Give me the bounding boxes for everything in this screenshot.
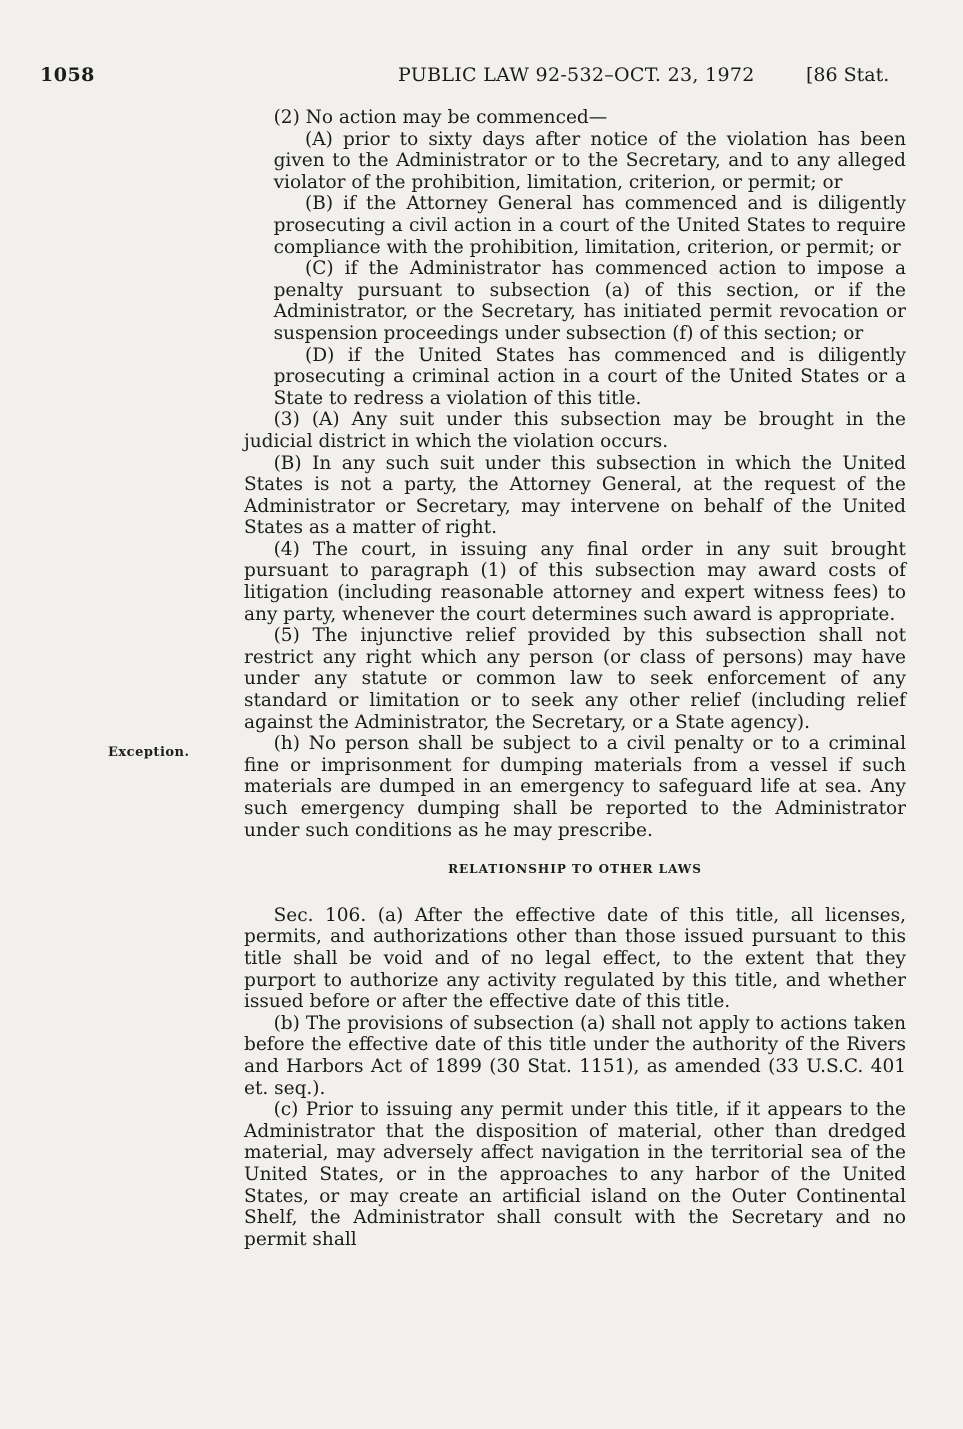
paragraph: (5) The injunctive relief provided by this subsection shall not restrict any right which any person (or class of persons) may have under any statute or common law to seek enforcement of any standard or limitation or to seek any other relief (including relief against the Administrator, the Secretary, or a State agency). xyxy=(244,625,906,733)
paragraph: (h) No person shall be subject to a civil penalty or to a criminal fine or imprisonment for dumping materials from a vessel if such materials are dumped in an emergency to safeguard life at sea. Any such emergency dumping shall be reported to the Administrator under such conditions as he may prescribe. xyxy=(244,733,906,841)
paragraph: (A) prior to sixty days after notice of the violation has been given to the Administrator or to the Secretary, and to any alleged violator of the prohibition, limitation, criterion, or permit; or xyxy=(273,128,906,193)
paragraph: (C) if the Administrator has commenced action to impose a penalty pursuant to subsection (a) of this section, or if the Administrator, or the Secretary, has initiated permit revocation or suspension proceedings under subsection (f) of this section; or xyxy=(273,258,906,344)
paragraph: (B) if the Attorney General has commenced and is diligently prosecuting a civil action in a court of the United States to require compliance with the prohibition, limitation, criterion, or permit; or xyxy=(273,193,906,258)
paragraph: (c) Prior to issuing any permit under this title, if it appears to the Administrator that the disposition of material, other than dredged material, may adversely affect navigation in the territorial sea of the United States, or in the approaches to any harbor of the United States, or may create an artificial island on the Outer Continental Shelf, the Administrator shall consult with the Secretary and no permit shall xyxy=(244,1099,906,1250)
page-number: 1058 xyxy=(40,64,95,86)
stat-reference: [86 Stat. xyxy=(806,64,890,86)
paragraph: Sec. 106. (a) After the effective date of this title, all licenses, permits, and authorizations other than those issued pursuant to this title shall be void and of no legal effect, to the extent that they purport to authorize any activity regulated by this title, and whether issued before or after the effective date of this title. xyxy=(244,904,906,1013)
paragraph: (2) No action may be commenced— xyxy=(273,107,608,128)
paragraph: (3) (A) Any suit under this subsection may be brought in the judicial district in which the violation occurs. xyxy=(244,409,906,452)
margin-note-exception: Exception. xyxy=(108,745,190,760)
paragraph: (b) The provisions of subsection (a) shall not apply to actions taken before the effective date of this title under the authority of the Rivers and Harbors Act of 1899 (30 Stat. 1151), as amended (33 U.S.C. 401 et. seq.). xyxy=(244,1012,906,1099)
section-heading: RELATIONSHIP TO OTHER LAWS xyxy=(448,862,702,877)
paragraph: (D) if the United States has commenced and is diligently prosecuting a criminal action in a court of the United States or a State to redress a violation of this title. xyxy=(273,344,906,409)
body-text xyxy=(244,107,906,1250)
paragraph: (B) In any such suit under this subsection in which the United States is not a party, the Attorney General, at the request of the Administrator or Secretary, may intervene on behalf of the United States as a matter of right. xyxy=(244,452,906,539)
running-head: PUBLIC LAW 92-532–OCT. 23, 1972 xyxy=(398,64,755,86)
paragraph: (4) The court, in issuing any final order in any suit brought pursuant to paragraph (1) of this subsection may award costs of litigation (including reasonable attorney and expert witness fees) to any party, whenever the court determines such award is appropriate. xyxy=(244,538,906,625)
